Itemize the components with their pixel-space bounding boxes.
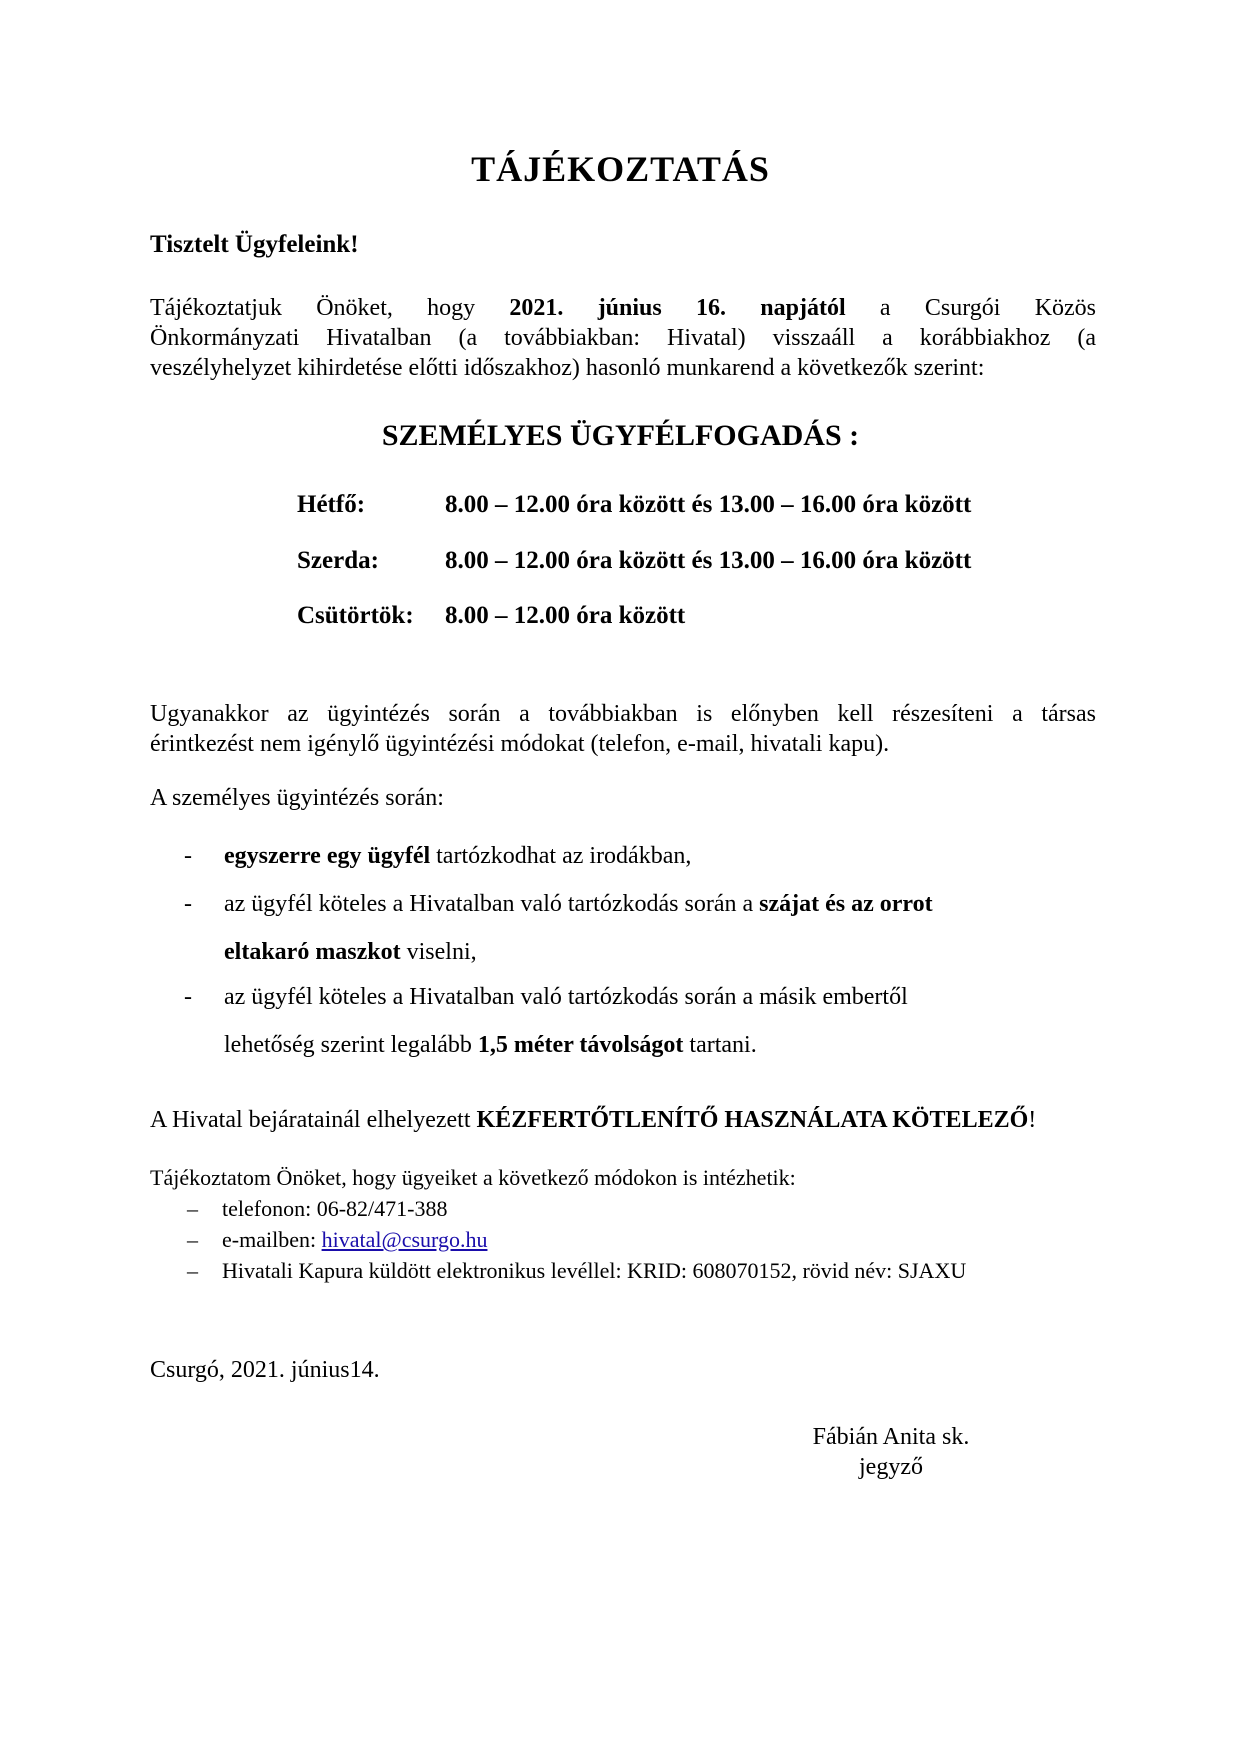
contact-phone: telefonon: 06-82/471-388 — [222, 1196, 448, 1221]
signer-name: Fábián Anita sk. — [812, 1424, 970, 1450]
list-item: az ügyfél köteles a Hivatalban való tartózkodás során a szájat és az orrot — [224, 891, 933, 917]
intro-line-1 — [150, 293, 1096, 323]
contact-email-row: e-mailben: hivatal@csurgo.hu — [222, 1227, 488, 1252]
signer-role: jegyző — [859, 1454, 923, 1480]
notice-line-2: érintkezést nem igénylő ügyintézési módokat (telefon, e-mail, hivatali kapu). — [150, 731, 890, 757]
notice-line-1: Ugyanakkor az ügyintézés során a továbbiakban is előnyben kell részesíteni a társas — [150, 701, 1096, 727]
schedule-hours: 8.00 – 12.00 óra között és 13.00 – 16.00 óra között — [445, 491, 972, 518]
email-link[interactable]: hivatal@csurgo.hu — [321, 1227, 488, 1252]
list-item-continuation: eltakaró maszkot viselni, — [224, 939, 477, 965]
intro-paragraph — [150, 293, 1096, 383]
disinfectant-notice: A Hivatal bejáratainál elhelyezett KÉZFERTŐTLENÍTŐ HASZNÁLATA KÖTELEZŐ! — [150, 1107, 1037, 1133]
schedule-day: Szerda: — [297, 547, 379, 574]
list-item-continuation: lehetőség szerint legalább 1,5 méter távolságot tartani. — [224, 1032, 757, 1058]
place-date: Csurgó, 2021. június14. — [150, 1357, 380, 1383]
schedule-day: Hétfő: — [297, 491, 366, 518]
intro-date: 2021. június 16. napjától — [509, 295, 846, 321]
list-dash: – — [187, 1258, 198, 1283]
intro-text: a Csurgói Közös — [879, 295, 1097, 321]
schedule-hours: 8.00 – 12.00 óra között — [445, 602, 686, 629]
document-title: TÁJÉKOZTATÁS — [471, 149, 770, 189]
intro-line-2: Önkormányzati Hivatalban (a továbbiakban: Hivatal) visszaáll a korábbiakhoz (a — [150, 325, 1096, 351]
schedule-day: Csütörtök: — [297, 602, 414, 629]
schedule-hours: 8.00 – 12.00 óra között és 13.00 – 16.00 óra között — [445, 547, 972, 574]
contact-kapu: Hivatali Kapura küldött elektronikus levéllel: KRID: 608070152, rövid név: SJAXU — [222, 1258, 967, 1283]
salutation: Tisztelt Ügyfeleink! — [150, 231, 359, 258]
list-dash: - — [184, 843, 192, 869]
list-dash: – — [187, 1227, 198, 1252]
list-item: egyszerre egy ügyfél tartózkodhat az irodákban, — [224, 843, 692, 869]
list-dash: – — [187, 1196, 198, 1221]
rules-intro: A személyes ügyintézés során: — [150, 785, 444, 811]
contact-intro: Tájékoztatom Önöket, hogy ügyeiket a következő módokon is intézhetik: — [150, 1165, 796, 1190]
list-dash: - — [184, 891, 192, 917]
intro-text: Tájékoztatjuk Önöket, hogy — [150, 295, 476, 321]
list-item: az ügyfél köteles a Hivatalban való tartózkodás során a másik embertől — [224, 984, 908, 1010]
section-title: SZEMÉLYES ÜGYFÉLFOGADÁS : — [381, 419, 860, 452]
intro-line-3: veszélyhelyzet kihirdetése előtti időszakhoz) hasonló munkarend a következők szerint: — [150, 355, 985, 381]
notice-paragraph — [150, 699, 1096, 759]
list-dash: - — [184, 984, 192, 1010]
